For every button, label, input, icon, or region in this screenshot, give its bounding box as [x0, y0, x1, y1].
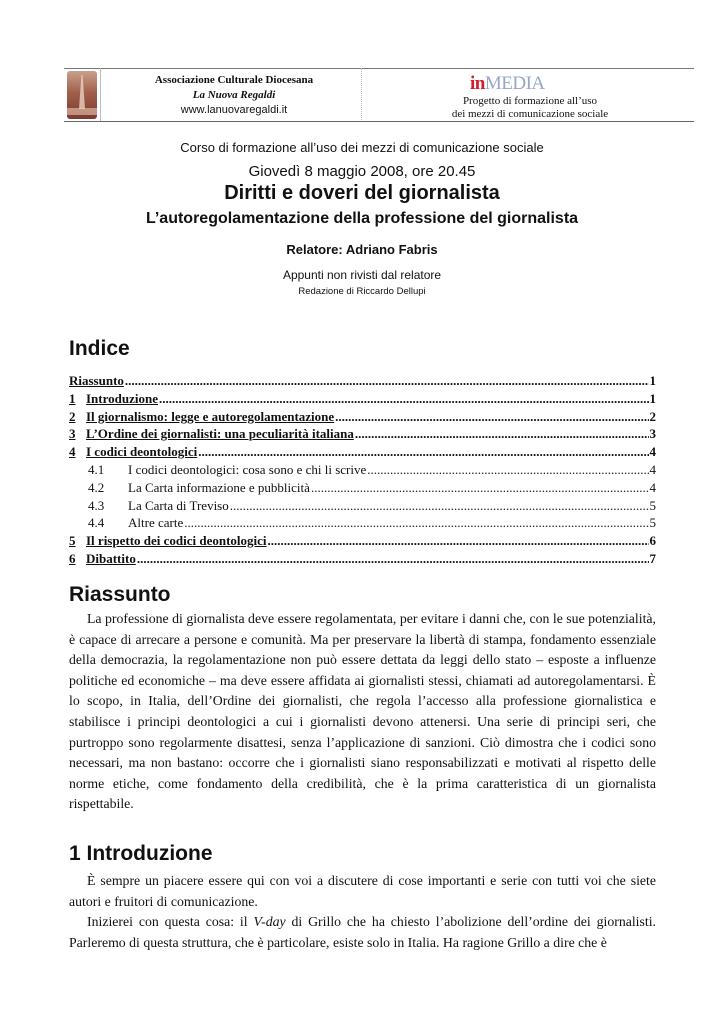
introduction-paragraph [69, 912, 656, 953]
association-website: www.lanuovaregaldi.it [180, 104, 288, 116]
toc-page-number: 4 [649, 479, 656, 495]
toc-entry-title[interactable]: I codici deontologici: cosa sono e chi li scrive [128, 461, 367, 477]
toc-entry[interactable] [69, 461, 656, 479]
header-bottom-rule [64, 121, 694, 122]
toc-entry-number: 4.1 [88, 461, 105, 477]
toc-entry-title[interactable]: Il giornalismo: legge e autoregolamentazione [86, 408, 335, 424]
summary-heading: Riassunto [69, 583, 171, 606]
association-logo-image [67, 71, 97, 119]
toc-dot-leader [367, 461, 648, 479]
toc-dot-leader [355, 425, 649, 443]
speaker-line: Relatore: Adriano Fabris [286, 242, 438, 257]
toc-entry-number: 3 [69, 426, 76, 442]
association-subname: La Nuova Regaldi [192, 89, 276, 101]
toc-entry-title[interactable]: Dibattito [86, 550, 136, 566]
toc-entry[interactable] [69, 550, 656, 568]
document-title: Diritti e doveri del giornalista [224, 182, 500, 204]
toc-page-number: 1 [649, 373, 656, 388]
toc-entry[interactable] [69, 497, 656, 515]
toc-entry[interactable] [69, 514, 656, 532]
project-line-2: dei mezzi di comunicazione sociale [451, 108, 609, 120]
toc-entry-title[interactable]: Introduzione [86, 390, 158, 406]
toc-dot-leader [125, 372, 649, 390]
inmedia-logo [470, 74, 545, 94]
editor-line: Redazione di Riccardo Dellupi [298, 286, 426, 297]
toc-entry-title[interactable]: Altre carte [128, 515, 184, 531]
toc-entry-number: 6 [69, 550, 76, 566]
toc-page-number: 4 [649, 444, 656, 460]
brand-part-1: in [470, 73, 485, 94]
toc-entry-title[interactable]: L’Ordine dei giornalisti: una peculiarità italiana [86, 426, 354, 442]
toc-page-number: 3 [649, 426, 656, 442]
toc-page-number: 5 [649, 515, 656, 531]
project-line-1: Progetto di formazione all’uso [462, 95, 598, 107]
toc-heading: Indice [69, 337, 130, 360]
header-divider [100, 68, 101, 122]
toc-dot-leader [268, 532, 649, 550]
association-block [134, 73, 334, 118]
introduction-heading: 1 Introduzione [69, 842, 213, 865]
toc-entry-number: 4.2 [88, 479, 105, 495]
toc-page-number: 2 [649, 408, 656, 424]
toc-dot-leader [335, 408, 648, 426]
toc-page-number: 5 [649, 497, 656, 513]
toc-entry-number: 4.3 [88, 497, 105, 513]
summary-paragraph: La professione di giornalista deve essere regolamentata, per evitare i danni che, con le sue potenzialità, è capace di arrecare a persone e comunità. Ma per preservare la libertà di stampa, fondamento essenziale della democrazia, la regolamentazione non può essere dettata da leggi dello stato – esposte a influenze politiche ed economiche – ma deve essere affidata ai giornalisti stessi, chiamati ad autoregolamentarsi. È lo scopo, in Italia, dell’Ordine dei giornalisti, che regola l’accesso alla professione giornalistica e stabilisce i principi deontologici a cui i giornalisti devono attenersi. Una serie di principi seri, che purtroppo sono regolarmente disattesi, senza l’applicazione di sanzioni. Ciò dimostra che i codici sono necessari, ma non bastano: occorre che i giornalisti siano responsabilizzati e motivati al rispetto delle norme etiche, come fondamento della credibilità, che è la prima caratteristica di un giornalista rispettabile. [69, 611, 656, 812]
toc-dot-leader [184, 514, 648, 532]
toc-entry-title[interactable]: Il rispetto dei codici deontologici [86, 533, 267, 549]
toc-page-number: 1 [649, 390, 656, 406]
toc-entry-number: 2 [69, 408, 76, 424]
toc-page-number: 6 [649, 533, 656, 549]
toc-entry-number: 4 [69, 444, 76, 460]
brand-part-2: MEDIA [484, 73, 545, 94]
header-divider [361, 68, 362, 122]
toc-dot-leader [159, 390, 649, 408]
document-subtitle: L’autoregolamentazione della professione del giornalista [145, 210, 579, 227]
toc-entry[interactable] [69, 372, 656, 390]
toc-dot-leader [311, 479, 649, 497]
notes-line: Appunti non rivisti dal relatore [282, 268, 442, 282]
vday-emphasis: V-day [253, 914, 286, 929]
document-header [64, 68, 694, 122]
date-line: Giovedì 8 maggio 2008, ore 20.45 [248, 163, 476, 180]
toc-dot-leader [198, 443, 648, 461]
toc-entry[interactable] [69, 443, 656, 461]
toc-entry[interactable] [69, 532, 656, 550]
toc-entry-title[interactable]: La Carta di Treviso [128, 497, 229, 513]
toc-dot-leader [137, 550, 649, 568]
toc-entry-number: 4.4 [88, 515, 105, 531]
introduction-paragraph: È sempre un piacere essere qui con voi a discutere di cose importanti e serie con tutti voi che siete autori e fruitori di comunicazione. [69, 873, 656, 909]
toc-dot-leader [230, 497, 649, 515]
toc-entry[interactable] [69, 408, 656, 426]
association-name: Associazione Culturale Diocesana [154, 74, 314, 86]
toc-entry-title[interactable]: La Carta informazione e pubblicità [128, 479, 310, 495]
project-description [424, 95, 636, 121]
toc-entry-number: 1 [69, 390, 76, 406]
toc-entry[interactable] [69, 390, 656, 408]
paragraph-text: di Grillo che ha chiesto l’abolizione dell’ordine dei giornalisti. Parleremo di questa struttura, che è particolare, esiste solo in Italia. Ha ragione Grillo a dire che è [69, 914, 657, 950]
toc-page-number: 4 [649, 461, 656, 477]
toc-entry-title[interactable]: Riassunto [69, 373, 124, 388]
header-top-rule [64, 68, 694, 69]
toc-entry-title[interactable]: I codici deontologici [86, 444, 198, 460]
paragraph-text: Inizierei con questa cosa: il [87, 914, 254, 929]
toc-page-number: 7 [649, 550, 656, 566]
toc-entry[interactable] [69, 425, 656, 443]
table-of-contents [69, 372, 656, 568]
toc-entry-number: 5 [69, 533, 76, 549]
course-line: Corso di formazione all’uso dei mezzi di comunicazione sociale [180, 140, 544, 155]
toc-entry[interactable] [69, 479, 656, 497]
